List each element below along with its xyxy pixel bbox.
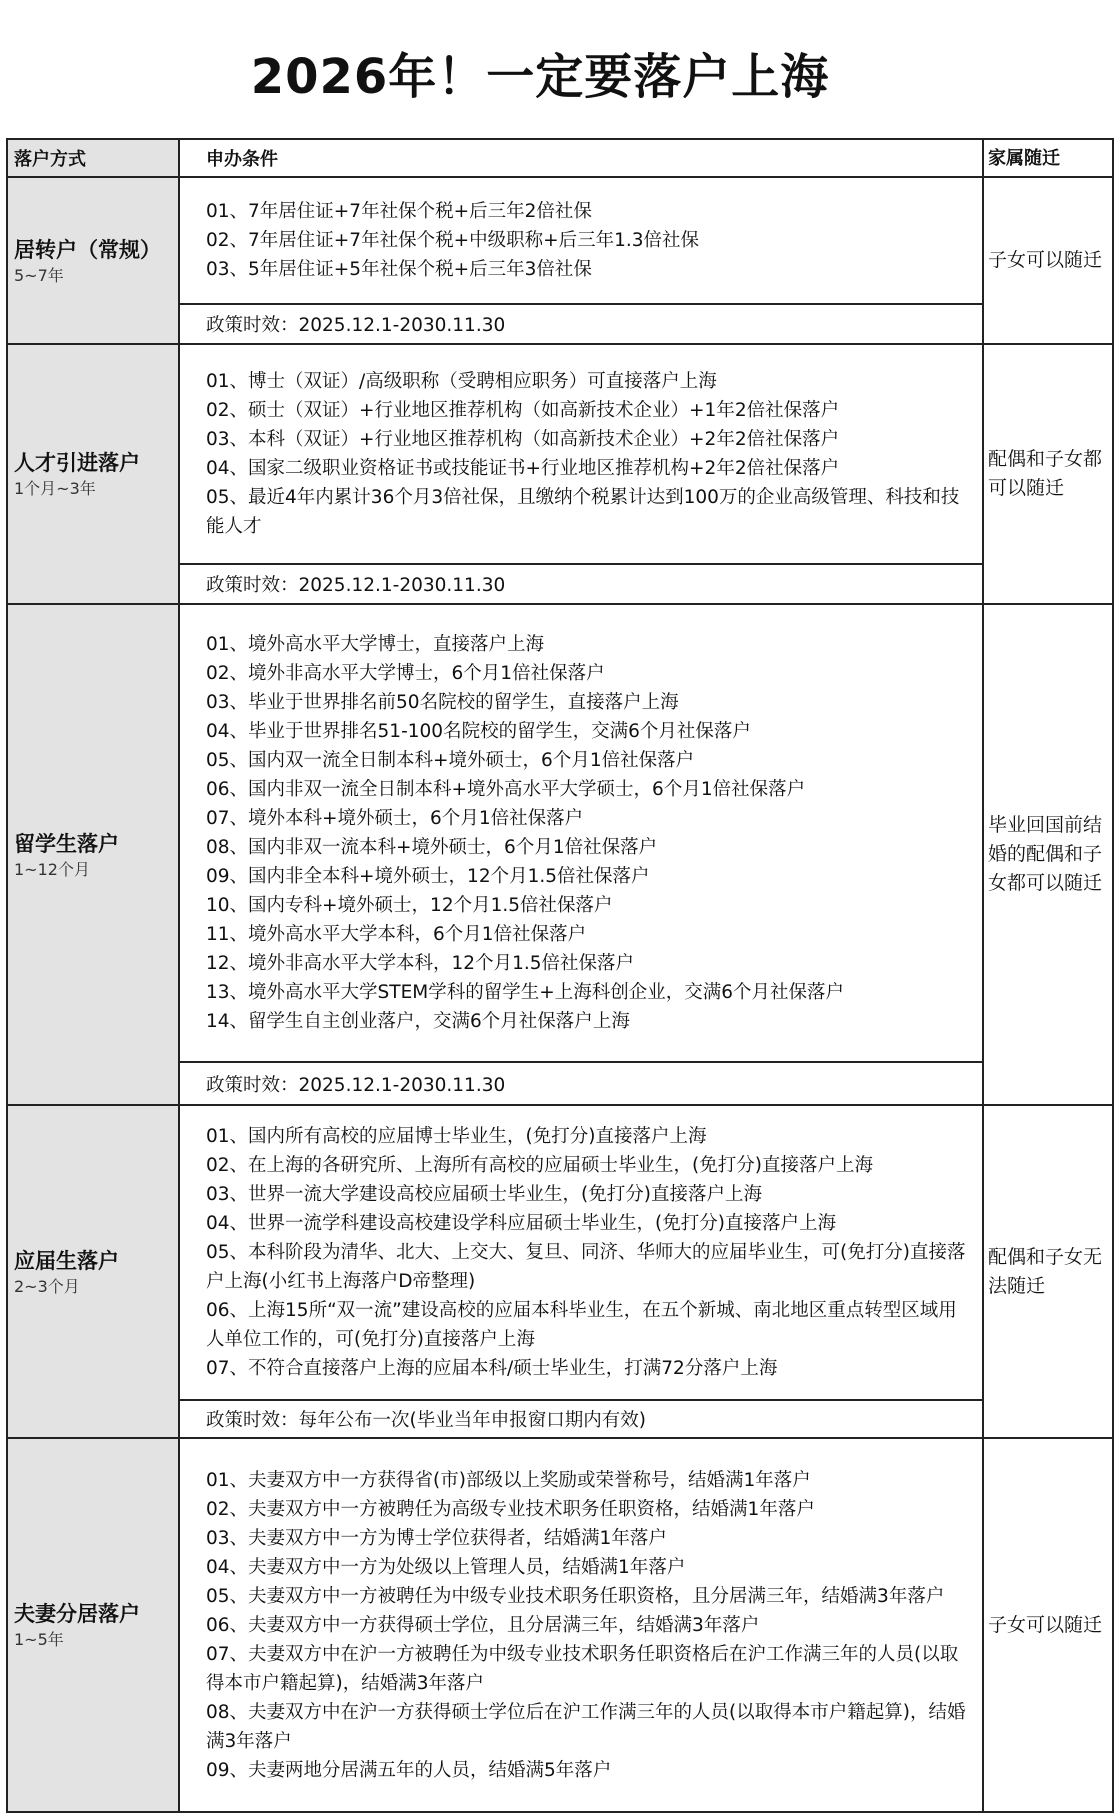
condition-item: 06、国内非双一流全日制本科+境外高水平大学硕士，6个月1倍社保落户 bbox=[206, 779, 806, 800]
condition-item: 04、国家二级职业资格证书或技能证书+行业地区推荐机构+2年2倍社保落户 bbox=[206, 458, 840, 479]
family-cell: 子女可以随迁 bbox=[983, 1438, 1113, 1812]
condition-item: 01、博士（双证）/高级职称（受聘相应职务）可直接落户上海 bbox=[206, 371, 717, 392]
policy-validity: 政策时效：2025.12.1-2030.11.30 bbox=[179, 304, 983, 344]
method-duration: 2~3个月 bbox=[14, 1276, 80, 1296]
condition-item: 05、国内双一流全日制本科+境外硕士，6个月1倍社保落户 bbox=[206, 750, 695, 771]
table-row bbox=[7, 1105, 1113, 1400]
conditions-cell bbox=[179, 1105, 983, 1400]
policy-validity: 政策时效：2025.12.1-2030.11.30 bbox=[179, 1062, 983, 1105]
condition-item: 06、夫妻双方中一方获得硕士学位，且分居满三年，结婚满3年落户 bbox=[206, 1614, 760, 1636]
family-cell: 配偶和子女都可以随迁 bbox=[983, 344, 1113, 604]
condition-item: 07、境外本科+境外硕士，6个月1倍社保落户 bbox=[206, 808, 584, 829]
conditions-cell bbox=[179, 177, 983, 304]
method-cell bbox=[7, 177, 179, 344]
condition-item: 01、夫妻双方中一方获得省(市)部级以上奖励或荣誉称号，结婚满1年落户 bbox=[206, 1469, 811, 1491]
method-duration: 1~12个月 bbox=[14, 859, 90, 879]
condition-item: 01、国内所有高校的应届博士毕业生，(免打分)直接落户上海 bbox=[206, 1126, 707, 1147]
condition-item: 04、夫妻双方中一方为处级以上管理人员，结婚满1年落户 bbox=[206, 1556, 686, 1578]
condition-item: 02、硕士（双证）+行业地区推荐机构（如高新技术企业）+1年2倍社保落户 bbox=[206, 400, 840, 421]
table-header bbox=[7, 139, 1113, 177]
condition-item: 02、境外非高水平大学博士，6个月1倍社保落户 bbox=[206, 663, 605, 684]
conditions-cell bbox=[179, 1438, 983, 1812]
condition-item: 09、夫妻两地分居满五年的人员，结婚满5年落户 bbox=[206, 1759, 612, 1781]
condition-item: 04、毕业于世界排名51-100名院校的留学生，交满6个月社保落户 bbox=[206, 721, 751, 742]
table-row bbox=[7, 177, 1113, 304]
condition-item: 13、境外高水平大学STEM学科的留学生+上海科创企业，交满6个月社保落户 bbox=[206, 982, 845, 1003]
condition-item: 02、7年居住证+7年社保个税+中级职称+后三年1.3倍社保 bbox=[206, 230, 700, 251]
condition-item: 08、国内非双一流本科+境外硕士，6个月1倍社保落户 bbox=[206, 837, 658, 858]
condition-item: 05、最近4年内累计36个月3倍社保，且缴纳个税累计达到100万的企业高级管理、科技和技能人才 bbox=[206, 487, 960, 537]
condition-item: 14、留学生自主创业落户，交满6个月社保落户上海 bbox=[206, 1011, 630, 1032]
condition-item: 12、境外非高水平大学本科，12个月1.5倍社保落户 bbox=[206, 953, 635, 974]
header-method: 落户方式 bbox=[7, 139, 179, 177]
condition-item: 02、夫妻双方中一方被聘任为高级专业技术职务任职资格，结婚满1年落户 bbox=[206, 1498, 815, 1520]
method-cell bbox=[7, 1438, 179, 1812]
method-duration: 1~5年 bbox=[14, 1630, 64, 1649]
method-name: 人才引进落户 bbox=[14, 451, 140, 475]
conditions-cell bbox=[179, 344, 983, 564]
method-duration: 1个月~3年 bbox=[14, 479, 96, 498]
condition-item: 09、国内非全本科+境外硕士，12个月1.5倍社保落户 bbox=[206, 866, 650, 887]
header-family: 家属随迁 bbox=[983, 139, 1113, 177]
family-cell: 毕业回国前结婚的配偶和子女都可以随迁 bbox=[983, 604, 1113, 1105]
table-row bbox=[7, 1438, 1113, 1812]
condition-item: 03、毕业于世界排名前50名院校的留学生，直接落户上海 bbox=[206, 692, 679, 713]
condition-item: 01、7年居住证+7年社保个税+后三年2倍社保 bbox=[206, 201, 592, 222]
condition-item: 07、不符合直接落户上海的应届本科/硕士毕业生，打满72分落户上海 bbox=[206, 1358, 778, 1379]
condition-item: 08、夫妻双方中在沪一方获得硕士学位后在沪工作满三年的人员(以取得本市户籍起算)，结婚满3年落户 bbox=[206, 1701, 966, 1752]
method-cell bbox=[7, 1105, 179, 1438]
condition-item: 05、本科阶段为清华、北大、上交大、复旦、同济、华师大的应届毕业生，可(免打分)直接落户上海(小红书上海落户D帝整理) bbox=[206, 1242, 966, 1292]
table-row bbox=[7, 604, 1113, 1062]
method-name: 留学生落户 bbox=[14, 831, 119, 856]
method-cell bbox=[7, 604, 179, 1105]
table-row bbox=[7, 344, 1113, 564]
family-cell: 子女可以随迁 bbox=[983, 177, 1113, 344]
condition-item: 10、国内专科+境外硕士，12个月1.5倍社保落户 bbox=[206, 895, 613, 916]
condition-item: 03、夫妻双方中一方为博士学位获得者，结婚满1年落户 bbox=[206, 1527, 667, 1549]
header-conditions: 申办条件 bbox=[179, 139, 983, 177]
condition-item: 03、本科（双证）+行业地区推荐机构（如高新技术企业）+2年2倍社保落户 bbox=[206, 429, 840, 450]
method-duration: 5~7年 bbox=[14, 265, 64, 285]
condition-item: 03、世界一流大学建设高校应届硕士毕业生，(免打分)直接落户上海 bbox=[206, 1184, 762, 1205]
method-cell bbox=[7, 344, 179, 604]
settlement-table bbox=[6, 138, 1114, 1813]
method-name: 夫妻分居落户 bbox=[14, 1602, 140, 1626]
page-title: 2026年！一定要落户上海 bbox=[250, 49, 830, 105]
policy-validity: 政策时效：2025.12.1-2030.11.30 bbox=[179, 564, 983, 604]
condition-item: 04、世界一流学科建设高校建设学科应届硕士毕业生，(免打分)直接落户上海 bbox=[206, 1213, 836, 1234]
method-name: 居转户（常规） bbox=[14, 237, 161, 262]
condition-item: 11、境外高水平大学本科，6个月1倍社保落户 bbox=[206, 924, 587, 945]
method-name: 应届生落户 bbox=[14, 1248, 119, 1273]
family-cell: 配偶和子女无法随迁 bbox=[983, 1105, 1113, 1438]
condition-item: 06、上海15所“双一流”建设高校的应届本科毕业生，在五个新城、南北地区重点转型区域用人单位工作的，可(免打分)直接落户上海 bbox=[206, 1300, 957, 1350]
condition-item: 01、境外高水平大学博士，直接落户上海 bbox=[206, 634, 545, 655]
condition-item: 02、在上海的各研究所、上海所有高校的应届硕士毕业生，(免打分)直接落户上海 bbox=[206, 1155, 873, 1176]
condition-item: 05、夫妻双方中一方被聘任为中级专业技术职务任职资格，且分居满三年，结婚满3年落户 bbox=[206, 1585, 945, 1607]
policy-validity: 政策时效：每年公布一次(毕业当年申报窗口期内有效) bbox=[179, 1400, 983, 1438]
condition-item: 07、夫妻双方中在沪一方被聘任为中级专业技术职务任职资格后在沪工作满三年的人员(以取得本市户籍起算)，结婚满3年落户 bbox=[206, 1643, 959, 1694]
condition-item: 03、5年居住证+5年社保个税+后三年3倍社保 bbox=[206, 259, 592, 280]
conditions-cell bbox=[179, 604, 983, 1062]
